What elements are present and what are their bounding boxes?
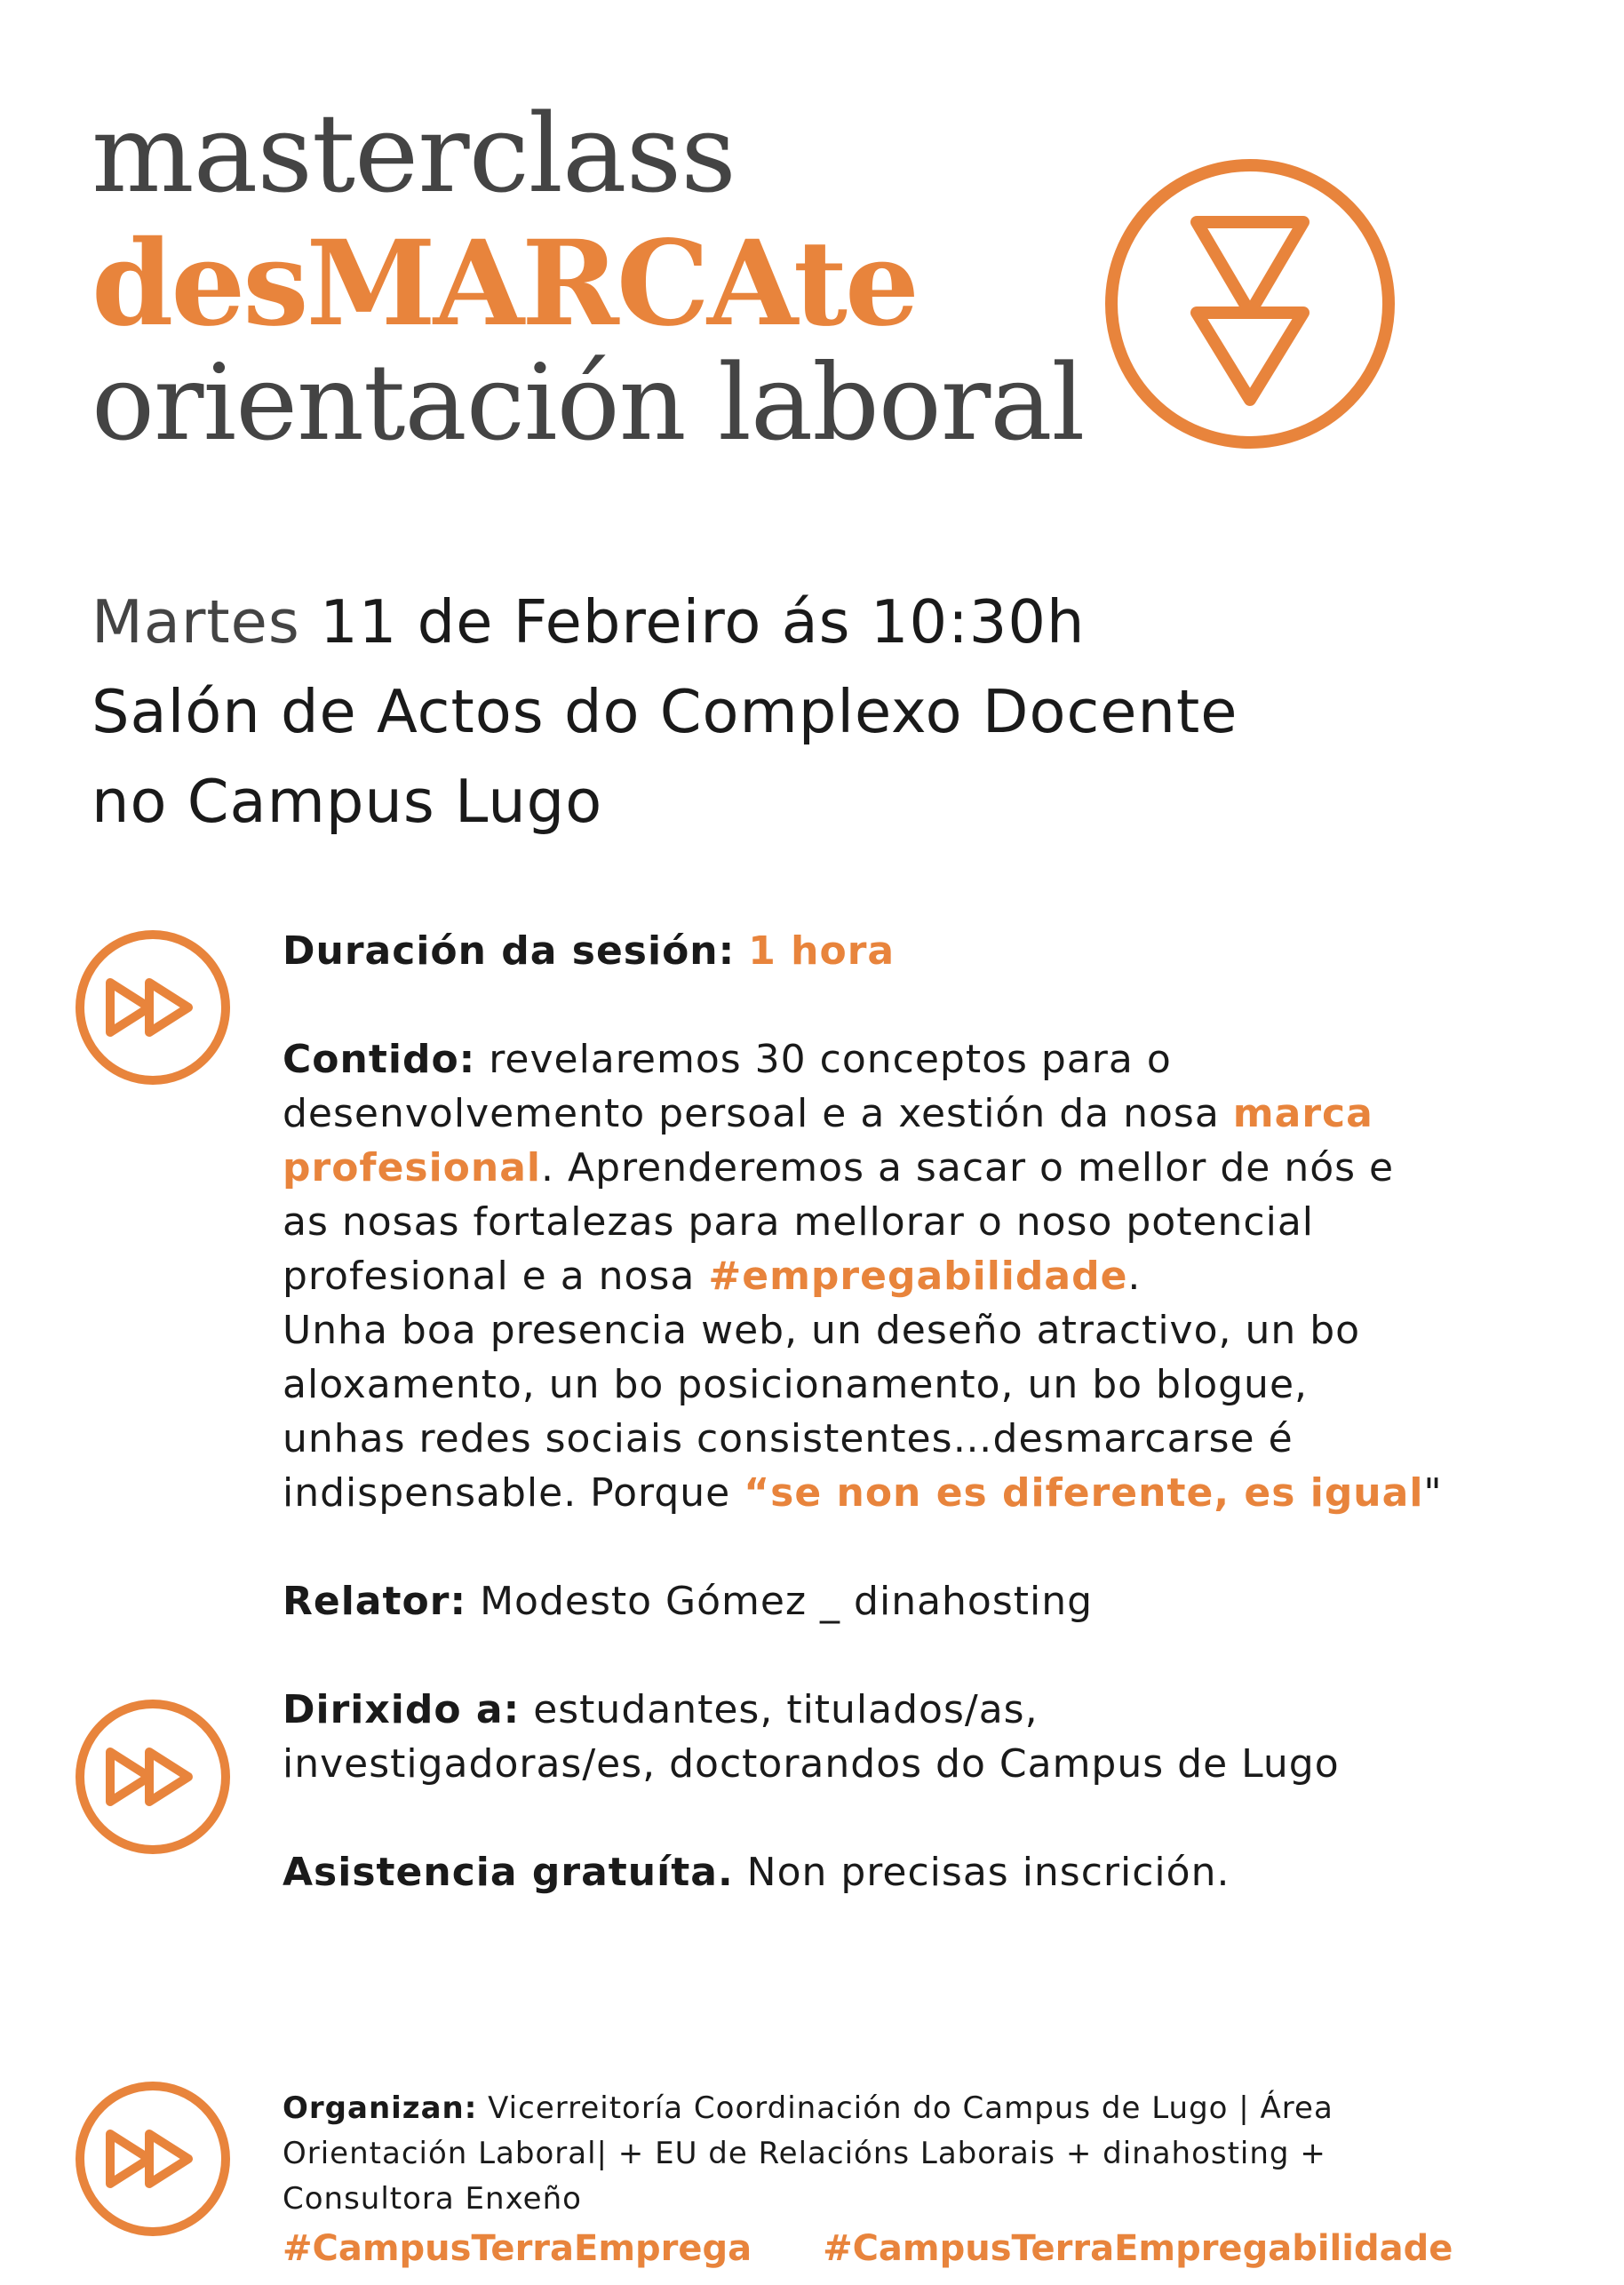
audience-line-2: investigadoras/es, doctorandos do Campus de Lugo: [283, 1741, 1340, 1787]
audience-line-1: [283, 1683, 1553, 1737]
duration: [283, 924, 1553, 978]
content-line-2: [283, 1087, 1553, 1141]
audience-value: estudantes, titulados/as,: [533, 1687, 1039, 1732]
fast-forward-circle-icon: [73, 1697, 233, 1857]
content-line-4: as nosas fortalezas para mellorar o noso potencial: [283, 1199, 1315, 1245]
speaker-label: Relator:: [283, 1579, 467, 1624]
content-text: ": [1423, 1470, 1443, 1516]
hashtag-campus-terra-emprega: #CampusTerraEmprega: [283, 2228, 752, 2269]
title-orientacion-laboral: orientación laboral: [92, 341, 1085, 464]
content-text: profesional e a nosa: [283, 1254, 709, 1299]
content-line-6: Unha boa presencia web, un deseño atractivo, un bo: [283, 1308, 1361, 1353]
event-info: [92, 577, 1238, 847]
details: [283, 924, 1553, 1899]
organizers-line-2: Orientación Laboral| + EU de Relacións Laborais + dinahosting +: [283, 2136, 1326, 2171]
content-line-7: aloxamento, un bo posicionamento, un bo blogue,: [283, 1362, 1309, 1407]
event-place-line2: no Campus Lugo: [92, 767, 603, 836]
free-attendance: [283, 1845, 1553, 1899]
hashtags: [283, 2228, 1453, 2269]
content-text: .: [1127, 1254, 1142, 1299]
event-date: [92, 577, 1238, 667]
hashtag-campus-terra-empregabilidade: #CampusTerraEmpregabilidade: [823, 2228, 1453, 2269]
organizers-label: Organizan:: [283, 2090, 478, 2126]
duration-label: Duración da sesión:: [283, 928, 736, 974]
content-highlight: profesional: [283, 1145, 542, 1190]
content-text: desenvolvemento persoal e a xestión da nosa: [283, 1091, 1233, 1136]
content-line-3: [283, 1141, 1553, 1195]
content-label: Contido:: [283, 1037, 476, 1082]
title-masterclass: masterclass: [92, 91, 736, 217]
event-date-time: 11 de Febreiro ás 10:30h: [320, 587, 1086, 657]
duration-value: 1 hora: [748, 928, 896, 974]
content-text: revelaremos 30 conceptos para o: [489, 1037, 1172, 1082]
organizers: [283, 2086, 1333, 2222]
organizers-line-3: Consultora Enxeño: [283, 2181, 582, 2217]
content-line-1: [283, 1032, 1553, 1087]
fast-forward-circle-icon: [73, 2079, 233, 2239]
content-line-5: [283, 1249, 1553, 1303]
content-text: indispensable. Porque: [283, 1470, 744, 1516]
content-line-8: unhas redes sociais consistentes…desmarcarse é: [283, 1416, 1294, 1461]
free-value: Non precisas inscrición.: [746, 1850, 1230, 1895]
organizers-text: Vicerreitoría Coordinación do Campus de Lugo | Área: [488, 2090, 1333, 2126]
content-quote: “se non es diferente, es igual: [744, 1470, 1424, 1516]
content-text: . Aprenderemos a sacar o mellor de nós e: [541, 1145, 1395, 1190]
hashtag-empregabilidade: #empregabilidade: [708, 1254, 1128, 1299]
content-highlight: marca: [1232, 1091, 1373, 1136]
free-label: Asistencia gratuíta.: [283, 1850, 734, 1895]
speaker-value: Modesto Gómez _ dinahosting: [480, 1579, 1094, 1624]
title-desmarcate: desMARCAte: [92, 215, 917, 353]
speaker: [283, 1574, 1553, 1628]
organizers-line-1: [283, 2086, 1333, 2131]
header: [92, 91, 1085, 464]
event-place-line1: Salón de Actos do Complexo Docente: [92, 677, 1238, 746]
fast-forward-circle-icon: [73, 928, 233, 1087]
double-triangle-circle-icon: [1099, 153, 1401, 455]
audience-label: Dirixido a:: [283, 1687, 521, 1732]
event-day: Martes: [92, 587, 300, 657]
content-line-9: [283, 1466, 1553, 1520]
